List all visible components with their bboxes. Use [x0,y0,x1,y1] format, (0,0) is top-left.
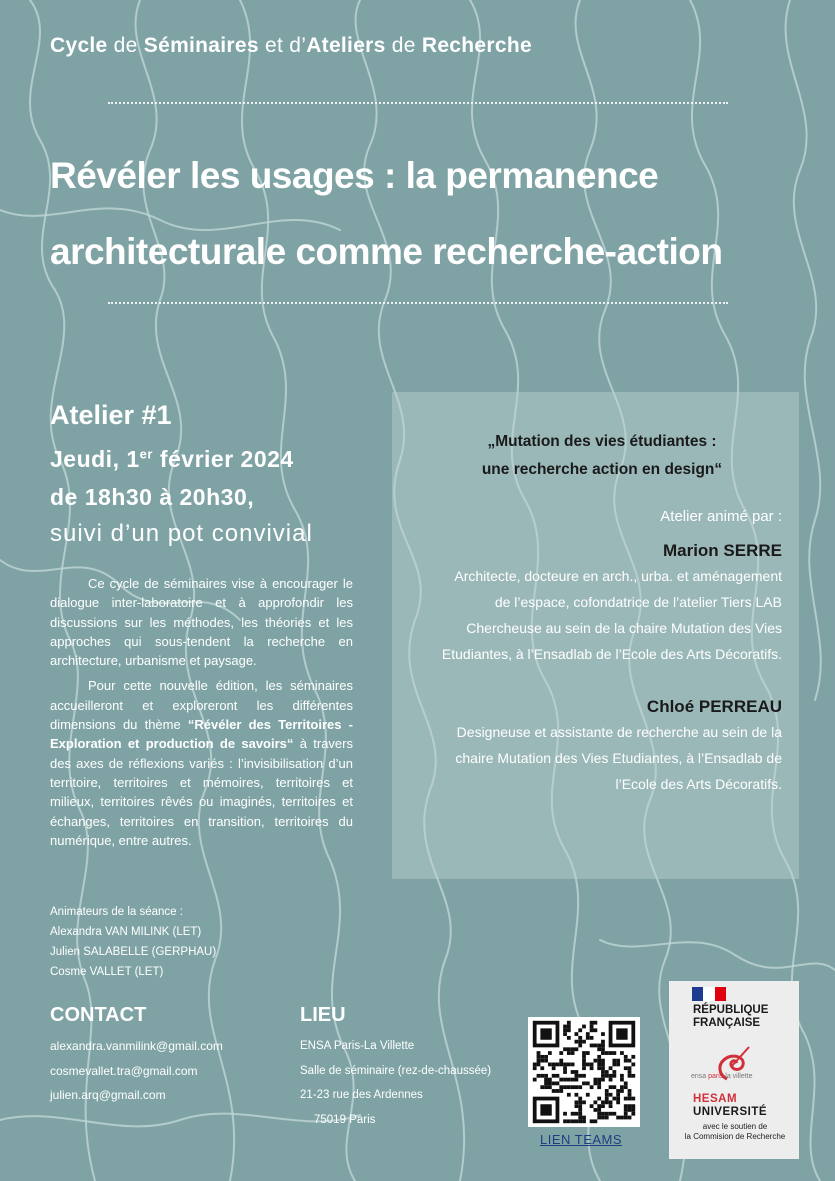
date-ordinal: er [139,446,153,462]
address-line: 21-23 rue des Ardennes [300,1089,423,1101]
date-month-year: février 2024 [152,446,294,472]
lieu-address [300,1034,491,1132]
contact-email[interactable]: cosmevallet.tra@gmail.com [50,1063,198,1078]
animator-item: Cosme VALLET (LET) [50,966,164,978]
speaker-bio-line: de l’espace, cofondatrice de l’atelier Tiers LAB [494,594,782,610]
description [50,574,353,850]
series-title [50,34,532,58]
soutien-line: avec le soutien de [702,1122,768,1131]
hesam-logo-line: HESAM [693,1093,738,1105]
talk-panel [392,392,799,879]
main-title-line: architecturale comme recherche-action [50,231,723,272]
speaker-bio-line: Architecte, docteure en arch., urba. et aménagement [454,568,782,584]
contact-heading: CONTACT [50,1004,147,1026]
event-followup: suivi d’un pot convivial [50,520,313,547]
talk-title-line: une recherche action en design“ [481,461,723,478]
speaker-bio-line: Etudiantes, à l’Ensadlab de l’Ecole des Arts Décoratifs. [441,646,782,662]
atelier-label: Atelier #1 [50,400,172,430]
ensa-text-part: la villette [723,1073,753,1080]
series-word: Ateliers [306,34,386,57]
series-word: de [107,34,144,57]
ensa-text-part: ensa [691,1073,709,1080]
speaker-bio-line: chaire Mutation des Vies Etudiantes, à l’Ensadlab de [455,750,782,766]
speaker-bio [402,719,782,797]
animated-by-label: Atelier animé par : [660,508,782,525]
main-title [50,138,810,290]
animators-heading: Animateurs de la séance : [50,906,183,918]
series-word: Séminaires [143,34,259,57]
rf-text-line: FRANÇAISE [693,1017,761,1029]
lieu-heading: LIEU [300,1004,346,1026]
teams-link[interactable]: LIEN TEAMS [540,1132,623,1147]
date-day: Jeudi, 1 [50,446,140,472]
animators-block [50,902,216,982]
series-word: Recherche [421,34,532,57]
address-line: ENSA Paris-La Villette [300,1040,415,1052]
french-flag-icon [692,987,726,1001]
dotted-divider-bottom [108,302,728,304]
soutien-text [681,1122,789,1142]
talk-title-line: „Mutation des vies étudiantes : [487,433,717,450]
description-text: Pour cette nouvelle édition, les séminaires accueilleront et exploreront les différentes dimensions du thème [50,678,353,733]
event-time: de 18h30 à 20h30, [50,484,255,510]
speaker-bio-line: Chercheuse au sein de la chaire Mutation des Vies [466,620,782,636]
contact-email[interactable]: julien.arq@gmail.com [50,1088,166,1102]
series-word: de [385,34,422,57]
main-title-line: Révéler les usages : la permanence [50,155,659,196]
speaker-name: Marion SERRE [662,541,782,560]
speaker-bio-line: l’Ecole des Arts Décoratifs. [615,776,782,792]
contact-list [50,1034,223,1108]
speaker-bio [402,563,782,667]
contact-email[interactable]: alexandra.vanmilink@gmail.com [50,1039,223,1053]
qr-code-image [528,1017,640,1127]
ensa-logo-text [691,1073,753,1080]
speaker-bio-line: Designeuse et assistante de recherche au sein de la [456,724,782,740]
republique-francaise-logo [693,1004,768,1030]
soutien-line: la Commision de Recherche [684,1132,786,1141]
series-word: et d’ [258,34,307,57]
talk-title [412,428,792,484]
animator-item: Julien SALABELLE (GERPHAU) [50,946,217,958]
theme-title: “Révéler des Territoires - Exploration et production de savoirs“ [50,717,353,752]
event-date [50,446,294,473]
series-word: Cycle [50,34,108,57]
hesam-logo-line: UNIVERSITÉ [693,1106,768,1118]
ensa-text-part: paris [708,1073,724,1080]
qr-code[interactable] [528,1017,640,1127]
logos-panel [669,981,799,1159]
description-paragraph: Ce cycle de séminaires vise à encourager le dialogue inter-laboratoire et à approfondir les discussions sur les méthodes, les théories et les approches qui sous-tendent la recherche en architecture, urbanisme et paysage. [50,576,353,669]
address-line: Salle de séminaire (rez-de-chaussée) [300,1064,492,1077]
speaker-name: Chloé PERREAU [646,697,782,716]
dotted-divider-top [108,102,728,104]
description-paragraph [50,676,353,850]
address-line: 75019 Paris [314,1113,376,1126]
rf-text-line: RÉPUBLIQUE [693,1004,769,1016]
description-text: à travers des axes de réflexions variés : l’invisibilisation d’un territoire, territoires et mémoires, territoires et milieux, territoires rêvés ou imaginés, territoires et échanges, territoires en transition, territoires du numérique, entre autres. [50,736,353,848]
animator-item: Alexandra VAN MILINK (LET) [50,926,202,938]
